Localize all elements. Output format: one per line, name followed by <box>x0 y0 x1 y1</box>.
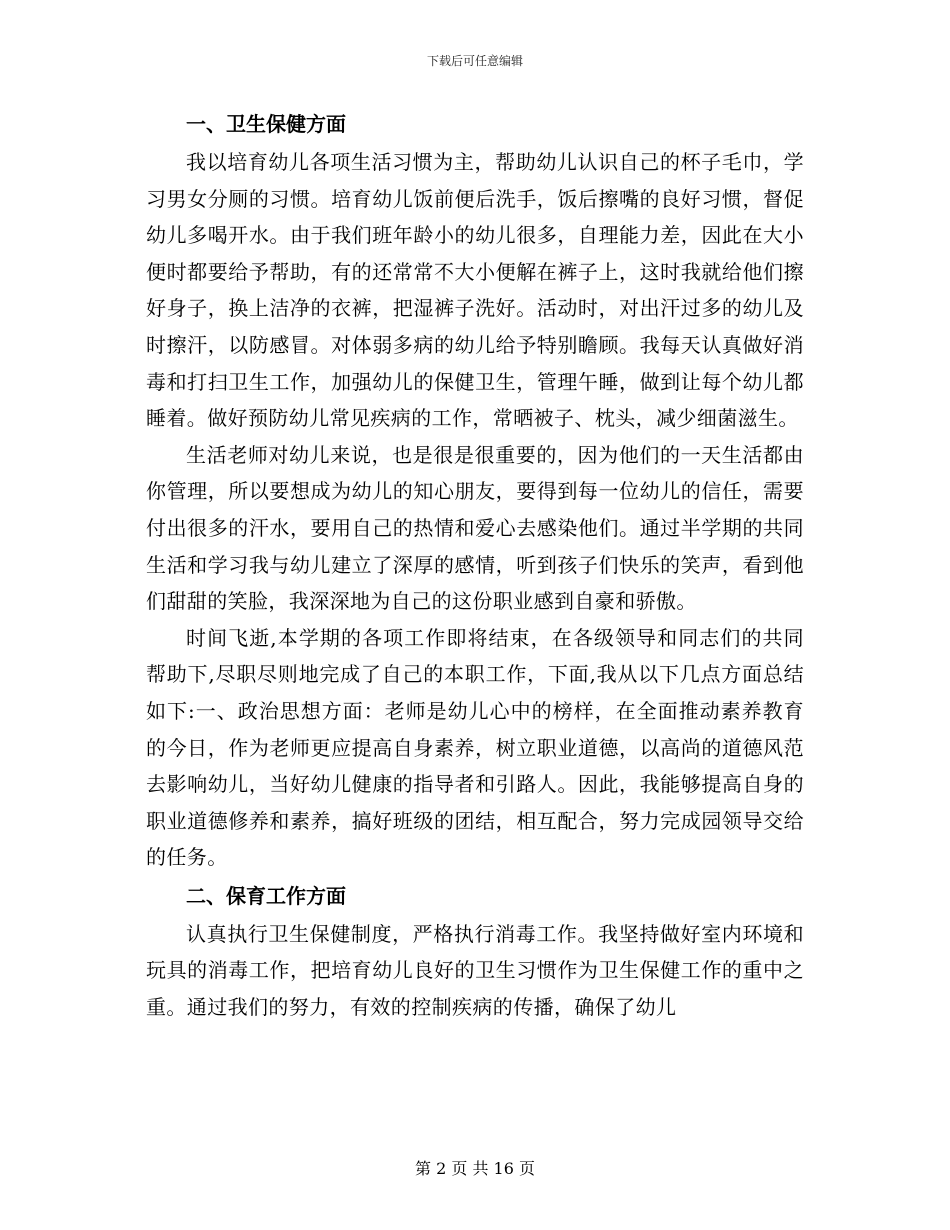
page-number: 第 2 页 共 16 页 <box>415 1159 535 1178</box>
paragraph-care-1: 认真执行卫生保健制度，严格执行消毒工作。我坚持做好室内环境和玩具的消毒工作，把培育幼儿良好的卫生习惯作为卫生保健工作的重中之重。通过我们的努力，有效的控制疾病的传播，确保了幼儿 <box>146 921 804 1020</box>
header-note: 下载后可任意编辑 <box>426 54 523 68</box>
paragraph-hygiene-2: 生活老师对幼儿来说，也是很是很重要的，因为他们的一天生活都由你管理，所以要想成为幼儿的知心朋友，要得到每一位幼儿的信任，需要付出很多的汗水，要用自己的热情和爱心去感染他们。通过半学期的共同生活和学习我与幼儿建立了深厚的感情，听到孩子们快乐的笑声，看到他们甜甜的笑脸，我深深地为自己的这份职业感到自豪和骄傲。 <box>146 442 804 614</box>
section-heading-hygiene: 一、卫生保健方面 <box>186 112 346 136</box>
section-heading-care: 二、保育工作方面 <box>186 883 346 908</box>
paragraph-hygiene-3: 时间飞逝,本学期的各项工作即将结束，在各级领导和同志们的共同帮助下,尽职尽则地完成了自己的本职工作，下面,我从以下几点方面总结如下:一、政治思想方面：老师是幼儿心中的榜样，在全面推动素养教育的今日，作为老师更应提高自身素养，树立职业道德，以高尚的道德风范去影响幼儿，当好幼儿健康的指导者和引路人。因此，我能够提高自身的职业道德修养和素养，搞好班级的团结，相互配合，努力完成园领导交给的任务。 <box>146 625 804 870</box>
document-body <box>146 104 804 1026</box>
paragraph-hygiene-1: 我以培育幼儿各项生活习惯为主，帮助幼儿认识自己的杯子毛巾，学习男女分厕的习惯。培育幼儿饭前便后洗手，饭后擦嘴的良好习惯，督促幼儿多喝开水。由于我们班年龄小的幼儿很多，自理能力差，因此在大小便时都要给予帮助，有的还常常不大小便解在裤子上，这时我就给他们擦好身子，换上洁净的衣裤，把湿裤子洗好。活动时，对出汗过多的幼儿及时擦汗，以防感冒。对体弱多病的幼儿给予特别瞻顾。我每天认真做好消毒和打扫卫生工作，加强幼儿的保健卫生，管理午睡，做到让每个幼儿都睡着。做好预防幼儿常见疾病的工作，常晒被子、枕头，减少细菌滋生。 <box>146 150 804 431</box>
